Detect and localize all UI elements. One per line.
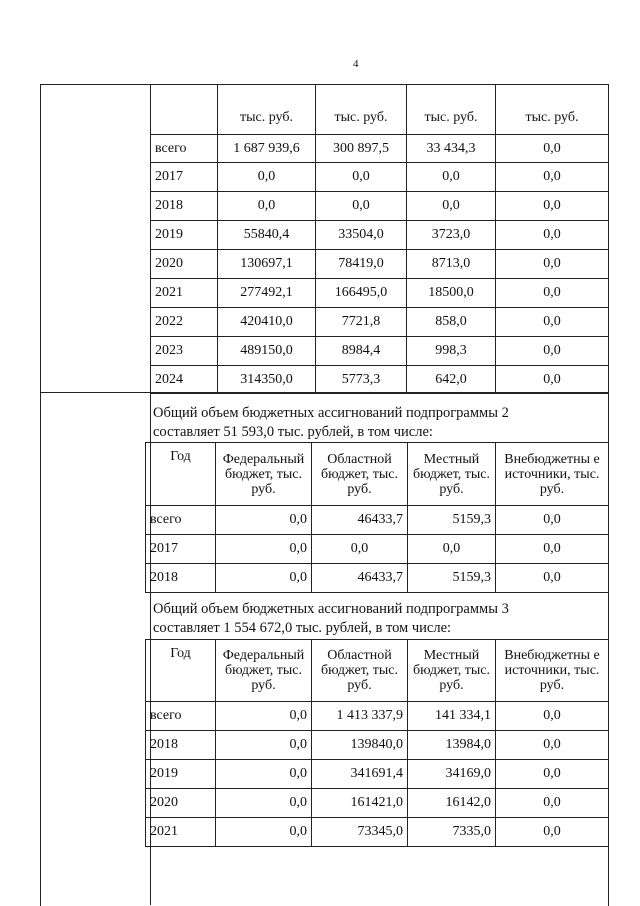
subprogram2-intro bbox=[153, 404, 605, 442]
value-cell: 33504,0 bbox=[316, 221, 407, 250]
value-cell: 314350,0 bbox=[218, 366, 316, 394]
value-cell: 1 687 939,6 bbox=[218, 135, 316, 163]
value-cell: 998,3 bbox=[407, 337, 496, 366]
year-cell: всего bbox=[151, 135, 218, 163]
table-row bbox=[146, 506, 609, 535]
value-cell: 0,0 bbox=[216, 506, 312, 535]
value-cell: 0,0 bbox=[312, 535, 408, 564]
subprogram3-intro-line1: Общий объем бюджетных ассигнований подпрограммы 3 bbox=[153, 601, 509, 617]
subprogram1-table bbox=[150, 84, 609, 394]
subprogram2-intro-line1: Общий объем бюджетных ассигнований подпрограммы 2 bbox=[153, 405, 509, 421]
year-cell: 2019 bbox=[146, 760, 216, 789]
value-cell: 0,0 bbox=[496, 535, 609, 564]
table-row bbox=[146, 564, 609, 593]
table-row bbox=[151, 308, 609, 337]
header-local: Местный бюджет, тыс. руб. bbox=[408, 443, 496, 506]
value-cell: 0,0 bbox=[407, 192, 496, 221]
table-row bbox=[151, 221, 609, 250]
value-cell: 642,0 bbox=[407, 366, 496, 394]
value-cell: 300 897,5 bbox=[316, 135, 407, 163]
value-cell: 0,0 bbox=[216, 702, 312, 731]
header-regional: Областной бюджет, тыс. руб. bbox=[312, 443, 408, 506]
value-cell: 0,0 bbox=[496, 337, 609, 366]
year-cell: 2020 bbox=[146, 789, 216, 818]
header-extrabudgetary: Внебюджетны е источники, тыс. руб. bbox=[496, 640, 609, 702]
year-cell: 2021 bbox=[146, 818, 216, 847]
value-cell: 0,0 bbox=[216, 760, 312, 789]
value-cell: 0,0 bbox=[496, 135, 609, 163]
year-cell: всего bbox=[146, 506, 216, 535]
table-row bbox=[151, 163, 609, 192]
value-cell: 0,0 bbox=[496, 731, 609, 760]
value-cell: 166495,0 bbox=[316, 279, 407, 308]
value-cell: 34169,0 bbox=[408, 760, 496, 789]
value-cell: 5159,3 bbox=[408, 506, 496, 535]
table-row bbox=[146, 731, 609, 760]
value-cell: 5773,3 bbox=[316, 366, 407, 394]
year-cell: 2019 bbox=[151, 221, 218, 250]
value-cell: 18500,0 bbox=[407, 279, 496, 308]
table-row bbox=[151, 250, 609, 279]
subprogram2-intro-line2: составляет 51 593,0 тыс. рублей, в том числе: bbox=[153, 424, 433, 440]
year-cell: 2017 bbox=[151, 163, 218, 192]
table-row bbox=[151, 192, 609, 221]
value-cell: 1 413 337,9 bbox=[312, 702, 408, 731]
value-cell: 0,0 bbox=[408, 535, 496, 564]
value-cell: 0,0 bbox=[496, 192, 609, 221]
value-cell: 139840,0 bbox=[312, 731, 408, 760]
subprogram3-intro-line2: составляет 1 554 672,0 тыс. рублей, в том числе: bbox=[153, 620, 452, 636]
year-cell: 2020 bbox=[151, 250, 218, 279]
value-cell: 3723,0 bbox=[407, 221, 496, 250]
table-row bbox=[146, 789, 609, 818]
value-cell: 341691,4 bbox=[312, 760, 408, 789]
value-cell: 0,0 bbox=[496, 760, 609, 789]
year-cell: 2021 bbox=[151, 279, 218, 308]
value-cell: 0,0 bbox=[496, 506, 609, 535]
year-cell: 2018 bbox=[146, 564, 216, 593]
value-cell: 78419,0 bbox=[316, 250, 407, 279]
value-cell: 46433,7 bbox=[312, 564, 408, 593]
value-cell: 141 334,1 bbox=[408, 702, 496, 731]
value-cell: 0,0 bbox=[496, 250, 609, 279]
units-row bbox=[151, 85, 609, 135]
value-cell: 0,0 bbox=[216, 789, 312, 818]
value-cell: 16142,0 bbox=[408, 789, 496, 818]
table-row bbox=[146, 760, 609, 789]
value-cell: 5159,3 bbox=[408, 564, 496, 593]
units-cell: тыс. руб. bbox=[407, 85, 496, 135]
table-row bbox=[146, 702, 609, 731]
value-cell: 420410,0 bbox=[218, 308, 316, 337]
value-cell: 0,0 bbox=[316, 192, 407, 221]
value-cell: 161421,0 bbox=[312, 789, 408, 818]
value-cell: 0,0 bbox=[496, 702, 609, 731]
units-cell: тыс. руб. bbox=[218, 85, 316, 135]
value-cell: 0,0 bbox=[216, 731, 312, 760]
value-cell: 0,0 bbox=[496, 564, 609, 593]
value-cell: 7721,8 bbox=[316, 308, 407, 337]
value-cell: 0,0 bbox=[496, 221, 609, 250]
value-cell: 0,0 bbox=[216, 535, 312, 564]
year-cell: всего bbox=[146, 702, 216, 731]
header-federal: Федеральный бюджет, тыс. руб. bbox=[216, 640, 312, 702]
header-year: Год bbox=[146, 443, 216, 506]
table-row bbox=[151, 366, 609, 394]
table-row bbox=[151, 279, 609, 308]
header-row bbox=[146, 640, 609, 702]
value-cell: 33 434,3 bbox=[407, 135, 496, 163]
subprogram3-intro bbox=[153, 600, 605, 638]
header-federal: Федеральный бюджет, тыс. руб. bbox=[216, 443, 312, 506]
header-year: Год bbox=[146, 640, 216, 702]
header-row bbox=[146, 443, 609, 506]
value-cell: 277492,1 bbox=[218, 279, 316, 308]
table-row bbox=[146, 535, 609, 564]
value-cell: 0,0 bbox=[218, 163, 316, 192]
subprogram2-table bbox=[145, 442, 609, 593]
value-cell: 489150,0 bbox=[218, 337, 316, 366]
header-extrabudgetary: Внебюджетны е источники, тыс. руб. bbox=[496, 443, 609, 506]
value-cell: 8984,4 bbox=[316, 337, 407, 366]
value-cell: 0,0 bbox=[316, 163, 407, 192]
year-cell: 2018 bbox=[146, 731, 216, 760]
table-row bbox=[151, 135, 609, 163]
value-cell: 858,0 bbox=[407, 308, 496, 337]
units-year-cell bbox=[151, 85, 218, 135]
units-cell: тыс. руб. bbox=[316, 85, 407, 135]
year-cell: 2024 bbox=[151, 366, 218, 394]
value-cell: 130697,1 bbox=[218, 250, 316, 279]
value-cell: 46433,7 bbox=[312, 506, 408, 535]
page-number: 4 bbox=[353, 58, 359, 70]
value-cell: 0,0 bbox=[496, 279, 609, 308]
value-cell: 0,0 bbox=[218, 192, 316, 221]
subprogram3-table bbox=[145, 639, 609, 847]
table-row bbox=[146, 818, 609, 847]
value-cell: 7335,0 bbox=[408, 818, 496, 847]
header-local: Местный бюджет, тыс. руб. bbox=[408, 640, 496, 702]
value-cell: 0,0 bbox=[496, 818, 609, 847]
value-cell: 55840,4 bbox=[218, 221, 316, 250]
value-cell: 0,0 bbox=[496, 789, 609, 818]
value-cell: 0,0 bbox=[407, 163, 496, 192]
value-cell: 0,0 bbox=[496, 163, 609, 192]
value-cell: 73345,0 bbox=[312, 818, 408, 847]
value-cell: 0,0 bbox=[216, 564, 312, 593]
year-cell: 2023 bbox=[151, 337, 218, 366]
table-row bbox=[151, 337, 609, 366]
value-cell: 13984,0 bbox=[408, 731, 496, 760]
value-cell: 8713,0 bbox=[407, 250, 496, 279]
value-cell: 0,0 bbox=[216, 818, 312, 847]
header-regional: Областной бюджет, тыс. руб. bbox=[312, 640, 408, 702]
units-cell: тыс. руб. bbox=[496, 85, 609, 135]
year-cell: 2022 bbox=[151, 308, 218, 337]
year-cell: 2017 bbox=[146, 535, 216, 564]
value-cell: 0,0 bbox=[496, 308, 609, 337]
year-cell: 2018 bbox=[151, 192, 218, 221]
value-cell: 0,0 bbox=[496, 366, 609, 394]
